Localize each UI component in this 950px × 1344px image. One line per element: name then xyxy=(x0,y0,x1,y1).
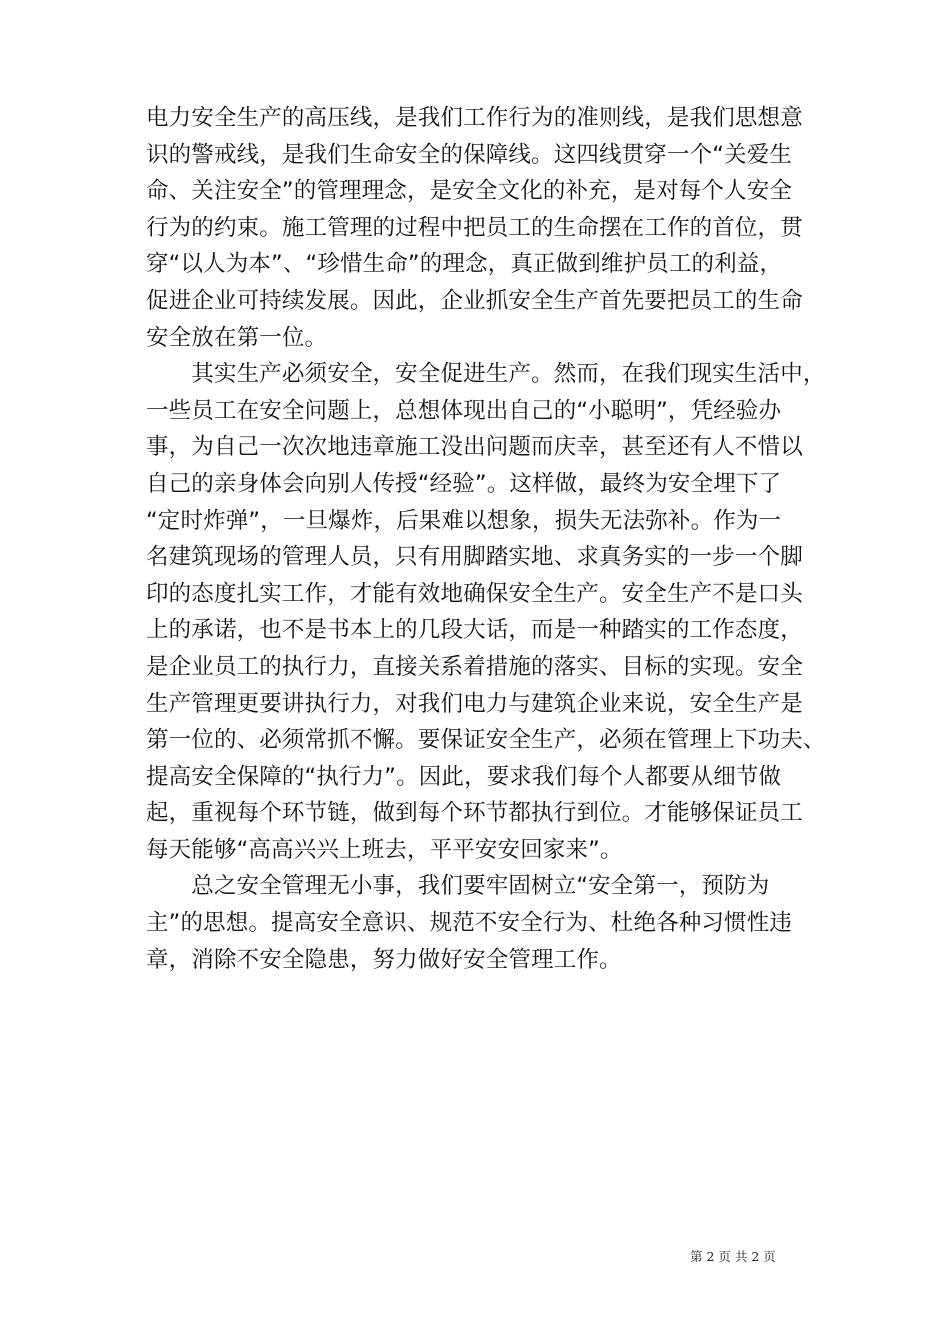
body-text xyxy=(146,100,826,978)
text-line: 识的警戒线，是我们生命安全的保障线。这四线贯穿一个“关爱生 xyxy=(146,141,793,168)
text-line: 每天能够“高高兴兴上班去，平平安安回家来”。 xyxy=(146,836,623,863)
text-line: 名建筑现场的管理人员，只有用脚踏实地、求真务实的一步一个脚 xyxy=(146,544,803,571)
text-line: 自己的亲身体会向别人传授“经验”。这样做，最终为安全埋下了 xyxy=(146,470,782,497)
text-line: 电力安全生产的高压线，是我们工作行为的准则线，是我们思想意 xyxy=(146,105,803,131)
text-line: 穿“以人为本”、“珍惜生命”的理念，真正做到维护员工的利益， xyxy=(146,251,783,278)
text-line: 提高安全保障的“执行力”。因此，要求我们每个人都要从细节做 xyxy=(146,763,782,790)
text-line: 章，消除不安全隐患，努力做好安全管理工作。 xyxy=(146,946,622,973)
text-line: 第一位的、必须常抓不懈。要保证安全生产，必须在管理上下功夫、 xyxy=(146,727,826,754)
text-line: 行为的约束。施工管理的过程中把员工的生命摆在工作的首位，贯 xyxy=(146,214,803,241)
text-line: 一些员工在安全问题上，总想体现出自己的“小聪明”，凭经验办 xyxy=(146,397,782,424)
text-line: 上的承诺，也不是书本上的几段大话，而是一种踏实的工作态度， xyxy=(146,617,803,644)
text-line: 安全放在第一位。 xyxy=(146,324,328,351)
text-line: 其实生产必须安全，安全促进生产。然而，在我们现实生活中， xyxy=(146,361,826,388)
text-line: 印的态度扎实工作，才能有效地确保安全生产。安全生产不是口头 xyxy=(146,580,803,607)
text-line: 命、关注安全”的管理理念，是安全文化的补充，是对每个人安全 xyxy=(146,178,793,205)
text-line: 生产管理更要讲执行力，对我们电力与建筑企业来说，安全生产是 xyxy=(146,690,803,717)
text-line: 是企业员工的执行力，直接关系着措施的落实、目标的实现。安全 xyxy=(146,653,803,680)
text-line: 起，重视每个环节链，做到每个环节都执行到位。才能够保证员工 xyxy=(146,800,803,827)
page-number-footer: 第 2 页 共 2 页 xyxy=(690,1249,776,1264)
text-line: 总之安全管理无小事，我们要牢固树立“安全第一，预防为 xyxy=(146,873,770,900)
text-line: 事，为自己一次次地违章施工没出问题而庆幸，甚至还有人不惜以 xyxy=(146,434,803,461)
text-line: 促进企业可持续发展。因此，企业抓安全生产首先要把员工的生命 xyxy=(146,287,803,314)
text-line: 主”的思想。提高安全意识、规范不安全行为、杜绝各种习惯性违 xyxy=(146,910,793,937)
text-line: “定时炸弹”，一旦爆炸，后果难以想象，损失无法弥补。作为一 xyxy=(146,507,782,534)
